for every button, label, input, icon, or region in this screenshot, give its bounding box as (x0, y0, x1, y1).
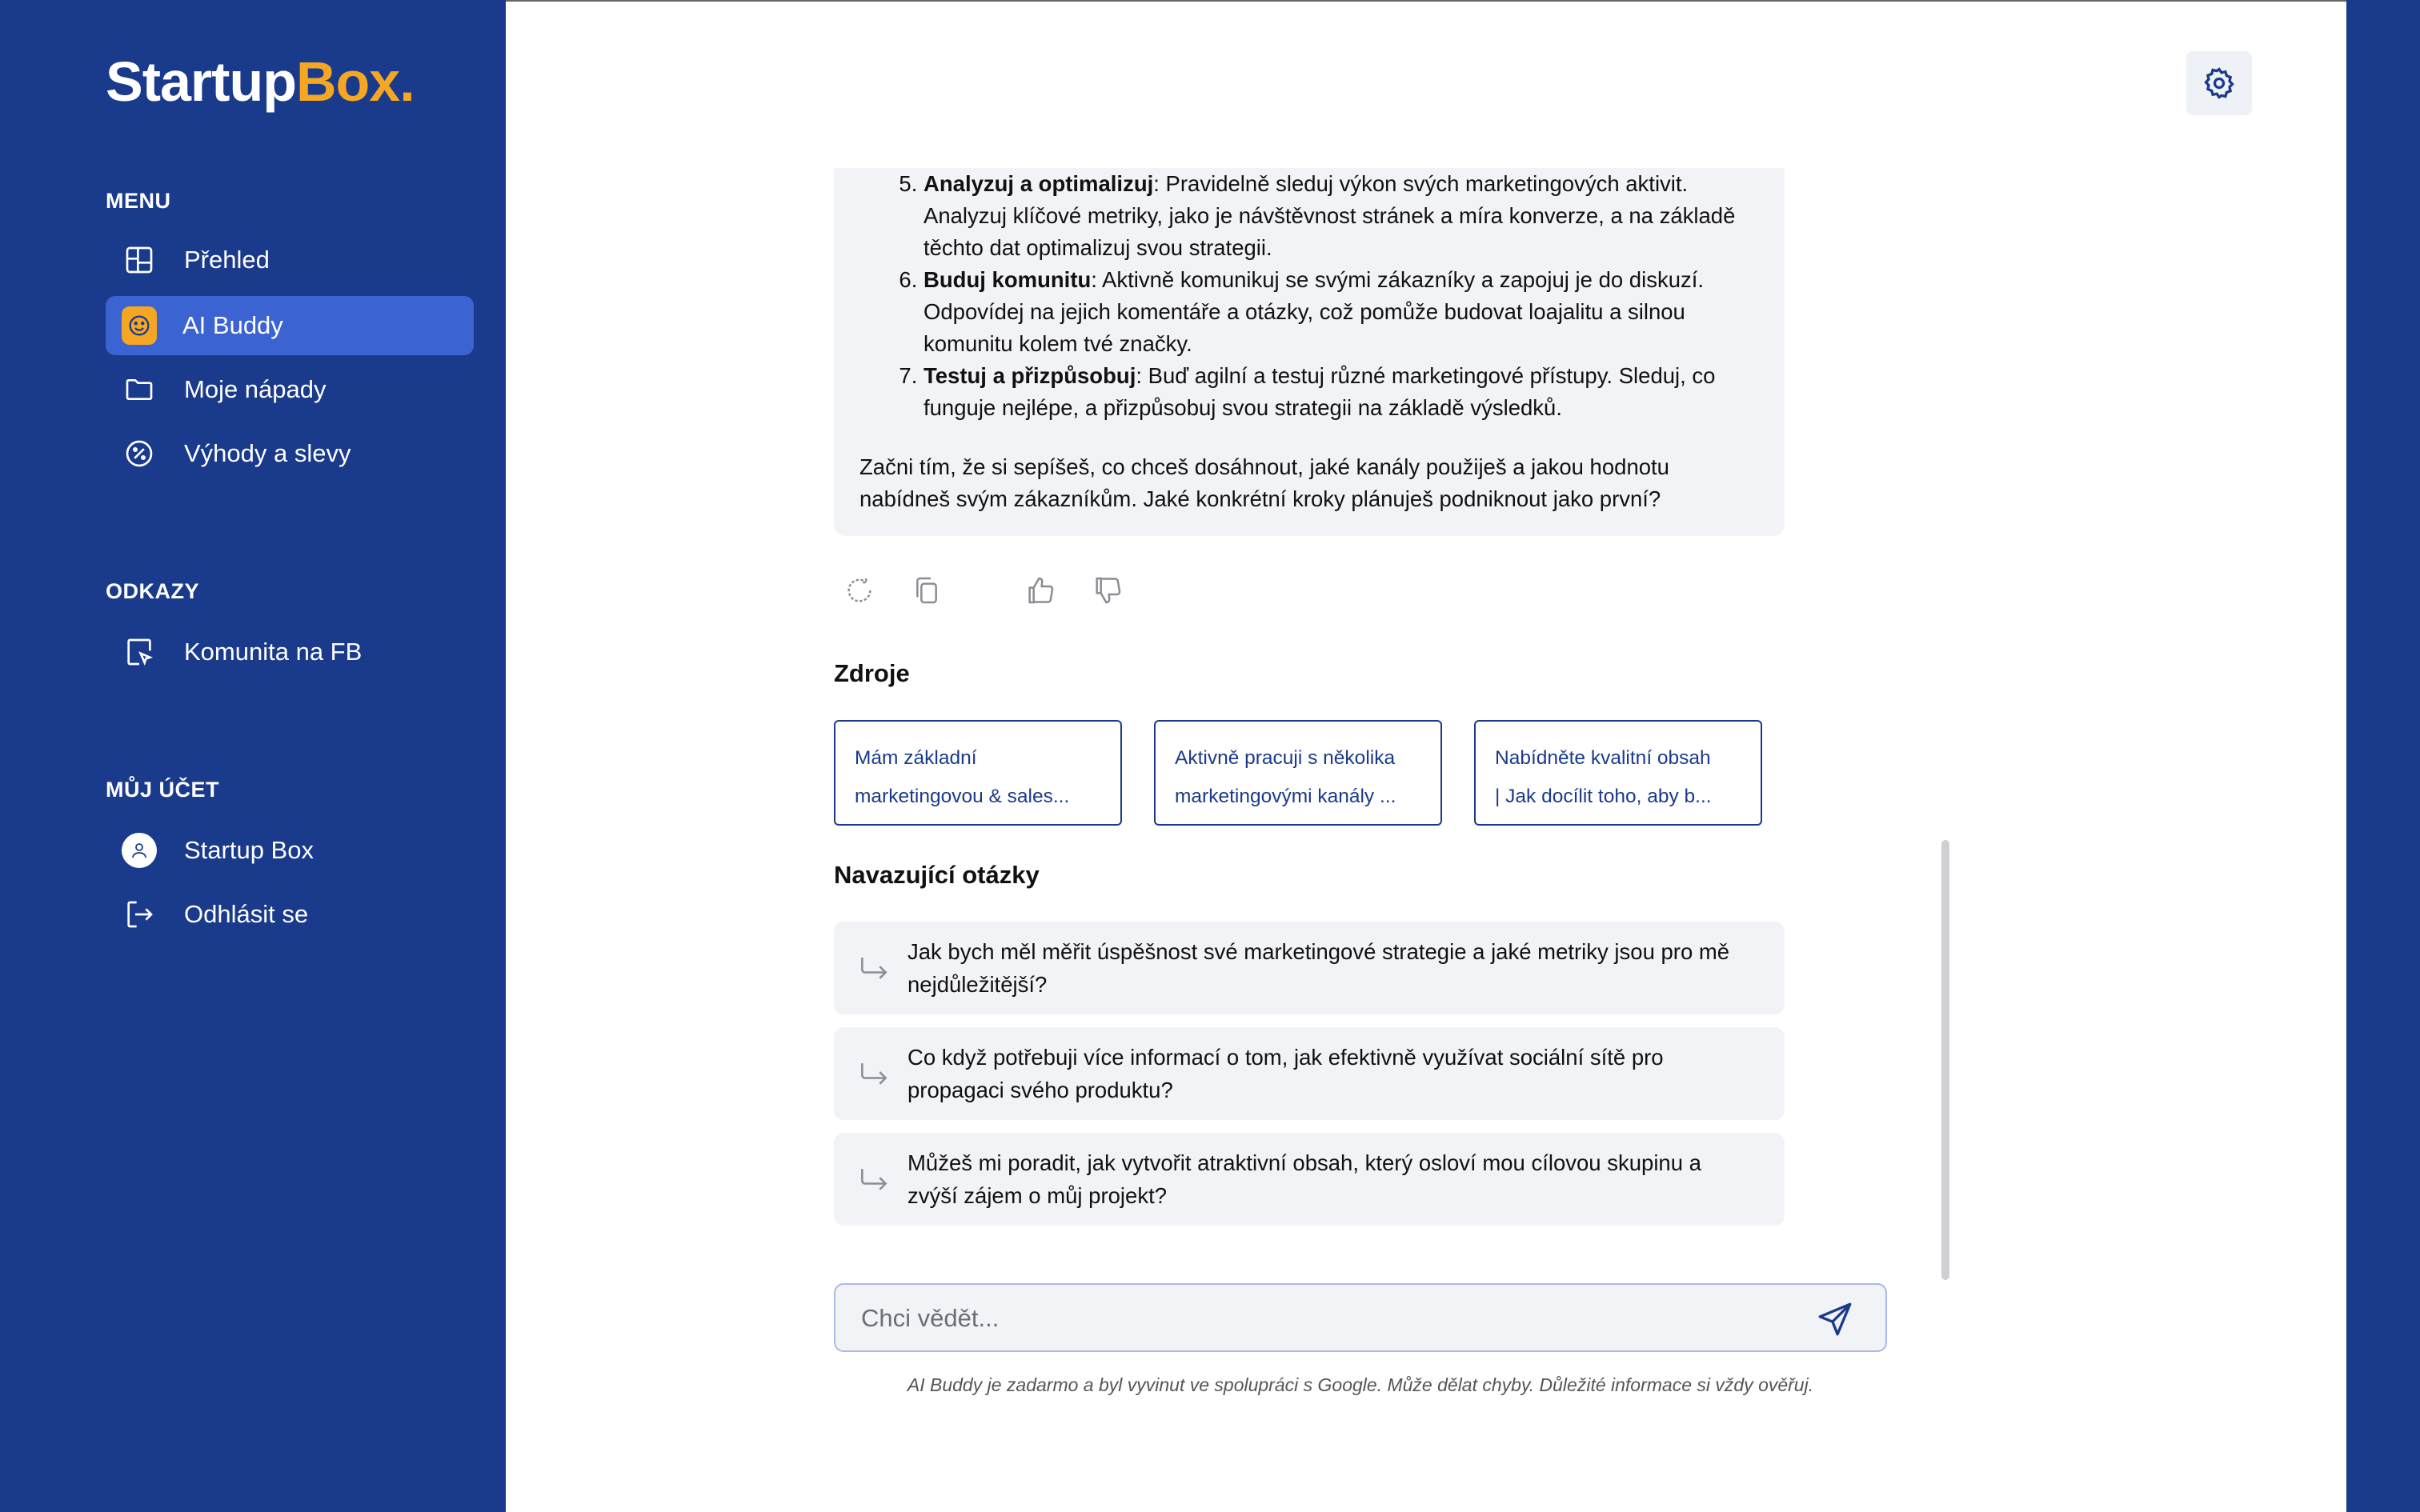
sidebar-item-label: Moje nápady (184, 375, 327, 403)
chat-input[interactable] (859, 1285, 1791, 1352)
source-card[interactable]: Nabídněte kvalitní obsah | Jak docílit toho, aby b... (1474, 720, 1762, 826)
sidebar-item-moje-napady[interactable] (106, 360, 474, 419)
thumbs-up-icon[interactable] (1024, 574, 1056, 606)
logo[interactable]: StartupBox. (106, 50, 415, 113)
answer-list-item: 5. Analyzuj a optimalizuj: Pravidelně sleduj výkon svých marketingových aktivit. Analyzuj klíčové metriky, jako je návštěvnost stránek a míra konverze, a na základě těchto dat optimalizuj svou strategii. (924, 168, 1753, 264)
sidebar-item-komunita-na-fb[interactable] (106, 622, 474, 682)
right-edge-strip (2346, 0, 2420, 1512)
settings-button[interactable] (2186, 51, 2252, 115)
regenerate-icon[interactable] (843, 574, 875, 606)
folder-icon (122, 372, 157, 407)
gear-icon (2202, 66, 2237, 101)
sidebar-item-odhlasit-se[interactable] (106, 885, 474, 944)
sidebar-item-label: Startup Box (184, 836, 314, 864)
sidebar-item-ai-buddy[interactable] (106, 296, 474, 355)
logout-icon (122, 897, 157, 932)
followup-heading: Navazující otázky (834, 861, 1040, 889)
main-content (506, 0, 2346, 1512)
send-button[interactable] (1815, 1299, 1855, 1339)
disclaimer-text: AI Buddy je zadarmo a byl vyvinut ve spolupráci s Google. Může dělat chyby. Důležité informace si vždy ověřuj. (907, 1374, 1814, 1395)
reply-arrow-icon (856, 950, 891, 986)
external-link-icon (122, 634, 157, 670)
ai-buddy-icon (122, 308, 157, 343)
reply-arrow-icon (856, 1056, 891, 1091)
account-section-label: MŮJ ÚČET (106, 778, 220, 802)
sidebar-item-label: AI Buddy (182, 311, 283, 339)
answer-list-item: 7. Testuj a přizpůsobuj: Buď agilní a testuj různé marketingové přístupy. Sleduj, co funguje nejlépe, a přizpůsobuj svou strategii na základě výsledků. (924, 360, 1753, 424)
copy-icon[interactable] (911, 574, 943, 606)
source-card[interactable]: Aktivně pracuji s několika marketingovými kanály ... (1154, 720, 1442, 826)
user-avatar-icon (122, 833, 157, 868)
ai-answer-message (834, 168, 1785, 536)
sidebar-item-startup-box[interactable] (106, 821, 474, 880)
followup-question[interactable]: Jak bych měl měřit úspěšnost své marketingové strategie a jaké metriky jsou pro mě nejdůležitější? (834, 922, 1785, 1014)
send-icon (1815, 1299, 1855, 1339)
menu-section-label: MENU (106, 189, 171, 213)
reply-arrow-icon (856, 1162, 891, 1197)
dashboard-icon (122, 242, 157, 278)
chat-input-container (834, 1283, 1887, 1352)
sidebar-item-vyhody-a-slevy[interactable] (106, 424, 474, 483)
answer-list (859, 168, 1753, 424)
sidebar-item-label: Komunita na FB (184, 638, 363, 666)
chat-scrollbar[interactable] (1941, 840, 1949, 1280)
sidebar-item-label: Výhody a slevy (184, 439, 351, 467)
sidebar-item-label: Odhlásit se (184, 900, 309, 928)
followup-question[interactable]: Můžeš mi poradit, jak vytvořit atraktivní obsah, který osloví mou cílovou skupinu a zvýší zájem o můj projekt? (834, 1133, 1785, 1226)
sidebar (0, 0, 506, 1512)
answer-closing-text: Začni tím, že si sepíšeš, co chceš dosáhnout, jaké kanály použiješ a jakou hodnotu nabídneš svým zákazníkům. Jaké konkrétní kroky plánuješ podniknout jako první? (859, 454, 1669, 511)
sidebar-item-prehled[interactable] (106, 230, 474, 290)
answer-list-item: 6. Buduj komunitu: Aktivně komunikuj se svými zákazníky a zapojuj je do diskuzí. Odpovídej na jejich komentáře a otázky, což pomůže budovat loajalitu a silnou komunitu kolem tvé značky. (924, 264, 1753, 360)
source-card[interactable]: Mám základní marketingovou & sales... (834, 720, 1122, 826)
sources-heading: Zdroje (834, 659, 910, 687)
discount-icon (122, 436, 157, 471)
links-section-label: ODKAZY (106, 579, 199, 603)
thumbs-down-icon[interactable] (1092, 574, 1124, 606)
sidebar-item-label: Přehled (184, 246, 270, 274)
followup-question[interactable]: Co když potřebuji více informací o tom, jak efektivně využívat sociální sítě pro propagaci svého produktu? (834, 1027, 1785, 1120)
